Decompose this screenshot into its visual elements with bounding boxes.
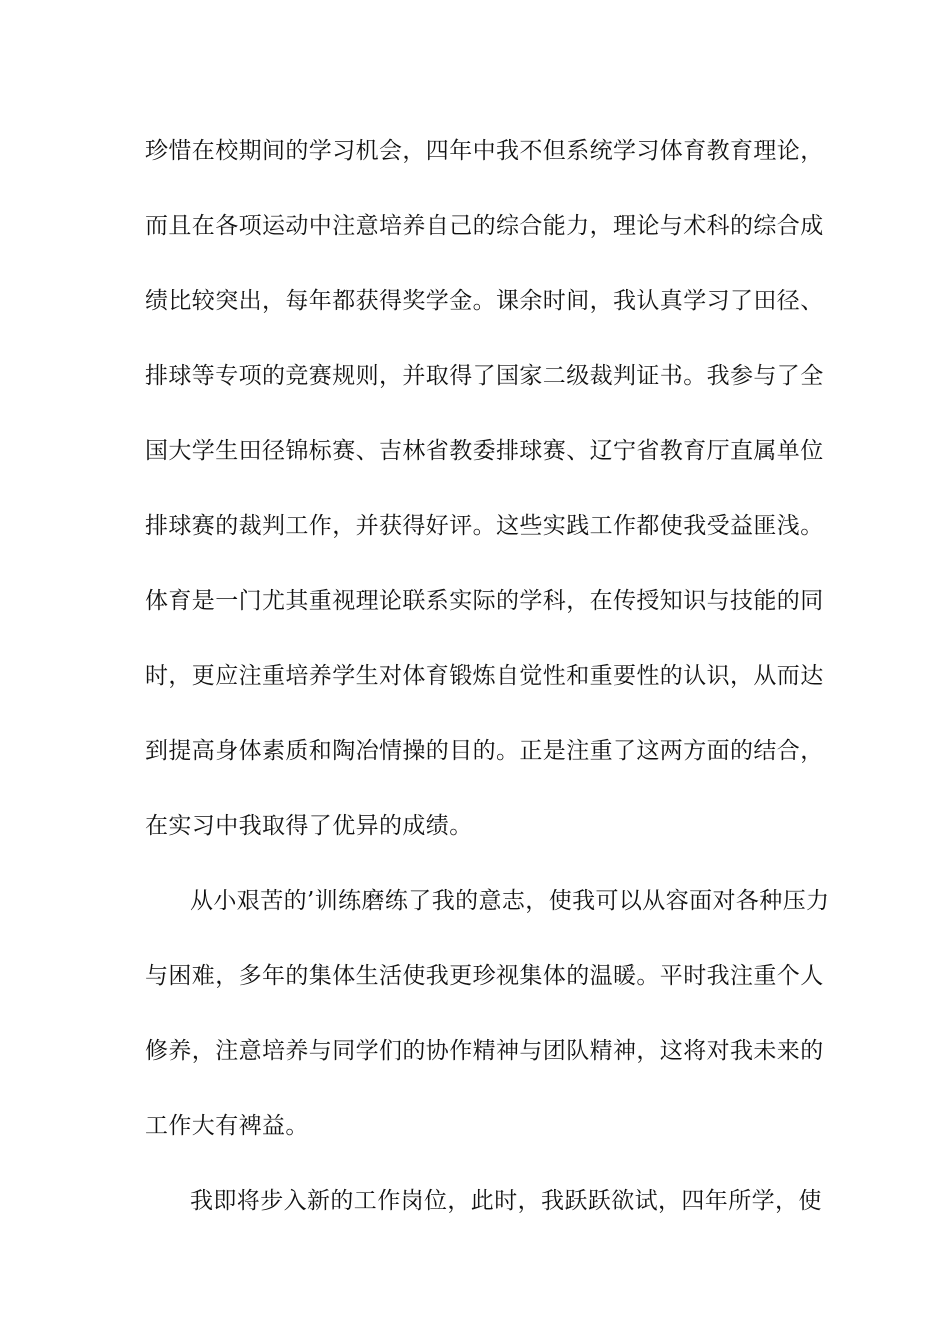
text-line: 绩比较突出，每年都获得奖学金。课余时间，我认真学习了田径、 <box>145 288 824 314</box>
text-line: 排球等专项的竞赛规则，并取得了国家二级裁判证书。我参与了全 <box>145 363 824 389</box>
text-line: 珍惜在校期间的学习机会，四年中我不但系统学习体育教育理论， <box>145 138 824 164</box>
text-line: 国大学生田径锦标赛、吉林省教委排球赛、辽宁省教育厅直属单位 <box>145 438 824 464</box>
paragraph-first-line: 从小艰苦的’训练磨练了我的意志，使我可以从容面对各种压力 <box>190 888 830 914</box>
text-line: 到提高身体素质和陶冶情操的目的。正是注重了这两方面的结合， <box>145 738 824 764</box>
text-line: 而且在各项运动中注意培养自己的综合能力，理论与术科的综合成 <box>145 213 824 239</box>
text-line: 时，更应注重培养学生对体育锻炼自觉性和重要性的认识，从而达 <box>145 663 824 689</box>
paragraph-first-line: 我即将步入新的工作岗位，此时，我跃跃欲试，四年所学，使 <box>190 1188 822 1214</box>
text-line: 修养，注意培养与同学们的协作精神与团队精神，这将对我未来的 <box>145 1038 824 1064</box>
text-line: 体育是一门尤其重视理论联系实际的学科，在传授知识与技能的同 <box>145 588 824 614</box>
text-line: 工作大有裨益。 <box>145 1113 309 1139</box>
text-line: 与困难，多年的集体生活使我更珍视集体的温暖。平时我注重个人 <box>145 963 824 989</box>
text-line: 在实习中我取得了优异的成绩。 <box>145 813 473 839</box>
text-line: 排球赛的裁判工作，并获得好评。这些实践工作都使我受益匪浅。 <box>145 513 824 539</box>
